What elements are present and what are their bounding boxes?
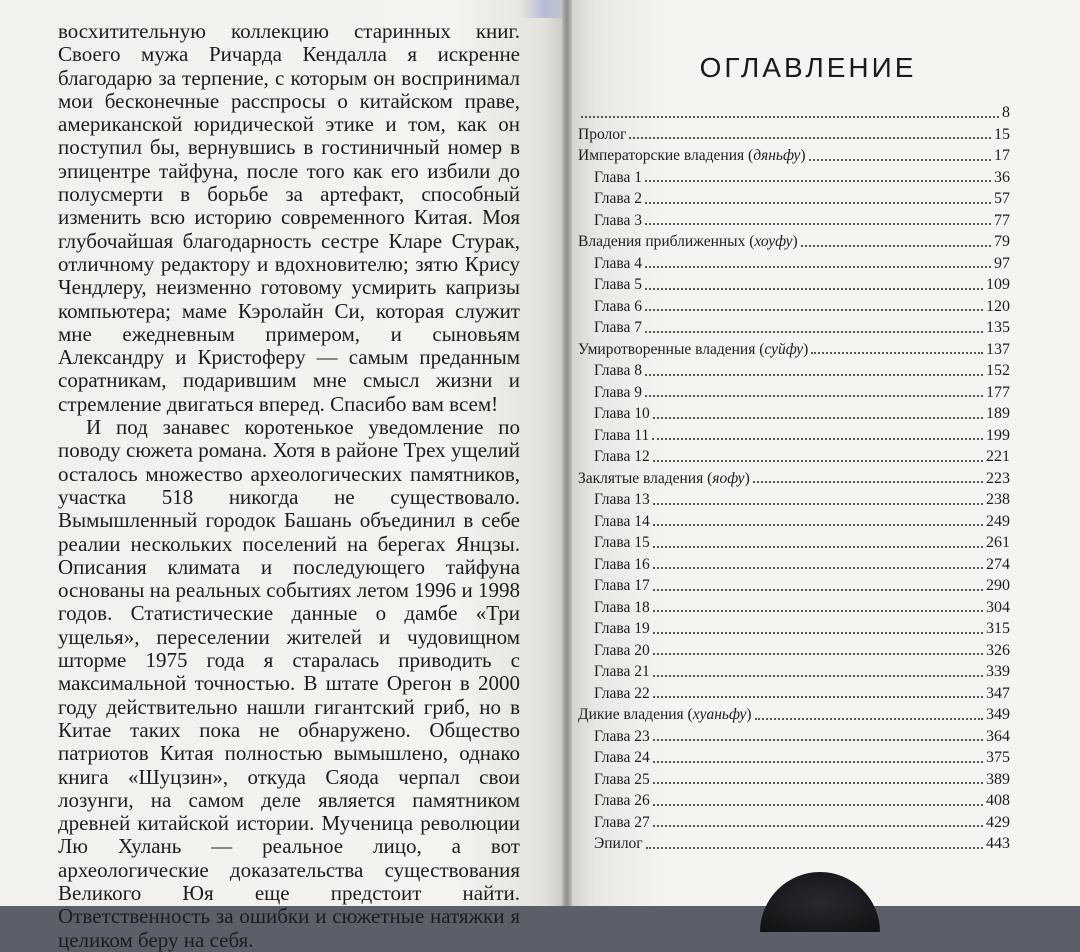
toc-page-number: 375 — [986, 749, 1010, 766]
toc-entry — [578, 296, 1010, 318]
toc-leader-dots — [653, 524, 983, 526]
toc-page-number: 17 — [994, 147, 1010, 164]
toc-entry — [578, 575, 1010, 597]
toc-page-number: 189 — [986, 405, 1010, 422]
toc-page-number: 77 — [994, 211, 1010, 229]
toc-entry-label: Глава 5 — [594, 276, 643, 293]
toc-leader-dots — [645, 223, 991, 225]
toc-entry-label: Глава 3 — [594, 211, 643, 229]
toc-entry — [578, 425, 1010, 447]
toc-leader-dots — [652, 438, 983, 440]
toc-leader-dots — [645, 374, 983, 376]
toc-entry — [578, 231, 1010, 253]
toc-leader-dots — [653, 567, 983, 569]
toc-entry — [578, 339, 1010, 361]
toc-page-number: 152 — [986, 362, 1010, 379]
toc-entry — [578, 274, 1010, 296]
light-glare — [520, 0, 570, 18]
toc-leader-dots — [645, 309, 983, 311]
toc-page-number: 223 — [986, 469, 1010, 487]
toc-entry-label: Глава 2 — [594, 190, 643, 207]
toc-entry — [578, 468, 1010, 490]
toc-entry — [578, 511, 1010, 533]
toc-entry — [578, 683, 1010, 705]
toc-leader-dots — [653, 825, 983, 827]
toc-entry — [578, 812, 1010, 834]
toc-entry — [578, 554, 1010, 576]
toc-entry — [578, 403, 1010, 425]
toc-entry-label: Глава 25 — [594, 770, 650, 788]
toc-leader-dots — [645, 288, 983, 290]
toc-entry-label: Глава 6 — [594, 297, 643, 315]
toc-page-number: 290 — [986, 577, 1010, 594]
toc-entry-label: Глава 15 — [594, 534, 650, 551]
toc-page-number: 221 — [986, 448, 1010, 465]
toc-entry — [578, 640, 1010, 662]
toc-entry-label: Умиротворенные владения (суйфу) — [578, 340, 809, 358]
toc-page-number: 347 — [986, 684, 1010, 702]
toc-entry-label: Глава 16 — [594, 555, 650, 573]
toc-page-number: 79 — [994, 233, 1010, 250]
toc-page-number: 304 — [986, 598, 1010, 616]
toc-entry-label: Глава 20 — [594, 641, 650, 659]
toc-page-number: 120 — [986, 297, 1010, 315]
toc-entry — [578, 618, 1010, 640]
toc-leader-dots — [646, 847, 983, 849]
toc-entry — [578, 769, 1010, 791]
toc-page-number: 238 — [986, 491, 1010, 508]
toc-page-number: 137 — [986, 340, 1010, 358]
toc-entry — [578, 489, 1010, 511]
toc-page-number: 249 — [986, 512, 1010, 530]
paragraph-1: восхитительную коллекцию старинных книг. Своего мужа Ричарда Кендалла я искренне благодарю за терпение, с которым он воспринимал мои бесконечные расспросы о китайском праве, американской юридической этике и том, как он поступил бы, вернувшись в гостиничный номер в эпицентре тайфуна, после того как его избили до полусмерти в борьбе за артефакт, способный изменить всю историю современного Китая. Моя глубочайшая благодарность сестре Кларе Стурак, отличному редактору и вдохновителю; зятю Крису Чендлеру, неизменно готовому усмирить капризы компьютера; маме Кэролайн Си, которая служит мне ежедневным примером, и сыновьям Александру и Кристоферу — самым преданным соратникам, подарившим мне смысл жизни и стремление двигаться вперед. Спасибо вам всем! — [58, 19, 520, 416]
toc-entry-label: Глава 9 — [594, 383, 643, 401]
toc-entry-label: Глава 21 — [594, 663, 650, 680]
toc-entry-label: Глава 24 — [594, 749, 650, 766]
toc-entry — [578, 833, 1010, 855]
toc-entry — [578, 102, 1010, 124]
toc-entry-label: Глава 11 — [594, 426, 650, 444]
toc-entry — [578, 532, 1010, 554]
toc-leader-dots — [653, 696, 983, 698]
toc-entry-label: Глава 7 — [594, 319, 643, 336]
toc-leader-dots — [653, 632, 983, 634]
toc-entry — [578, 446, 1010, 468]
toc-entry-label: Глава 13 — [594, 491, 650, 508]
toc-leader-dots — [653, 460, 983, 462]
toc-leader-dots — [653, 503, 983, 505]
toc-page-number: 15 — [994, 125, 1010, 143]
toc-entry — [578, 317, 1010, 339]
toc-page-number: 274 — [986, 555, 1010, 573]
toc-entry-label: Владения приближенных (хоуфу) — [578, 233, 798, 250]
toc-title: ОГЛАВЛЕНИЕ — [699, 52, 917, 83]
toc-leader-dots — [629, 137, 991, 139]
toc-entry-label: Глава 27 — [594, 813, 650, 831]
book-spine — [562, 0, 572, 906]
toc-entry-label: Глава 10 — [594, 405, 650, 422]
toc-entry — [578, 704, 1010, 726]
toc-entry-label: Глава 22 — [594, 684, 650, 702]
toc-entry — [578, 597, 1010, 619]
toc-entry-label: Глава 8 — [594, 362, 643, 379]
toc-entry — [578, 188, 1010, 210]
toc-page-number: 135 — [986, 319, 1010, 336]
toc-entry — [578, 790, 1010, 812]
toc-page-number: 97 — [994, 254, 1010, 272]
toc-leader-dots — [581, 116, 999, 118]
toc-page-number: 408 — [986, 792, 1010, 809]
toc-page-number: 177 — [986, 383, 1010, 401]
toc-leader-dots — [809, 159, 991, 161]
toc-leader-dots — [653, 610, 983, 612]
toc-entry-label: Глава 1 — [594, 168, 643, 186]
toc-leader-dots — [645, 202, 991, 204]
toc-page-number: 364 — [986, 727, 1010, 745]
toc-entry-label: Дикие владения (хуаньфу) — [578, 706, 752, 723]
toc-leader-dots — [801, 245, 991, 247]
toc-entry-label: Заклятые владения (яофу) — [578, 469, 750, 487]
toc-page-number: 199 — [986, 426, 1010, 444]
toc-page-number: 36 — [994, 168, 1010, 186]
toc-entry — [578, 747, 1010, 769]
toc-leader-dots — [653, 589, 983, 591]
toc-page-number: 109 — [986, 276, 1010, 293]
toc-entry-label: Пролог — [578, 125, 627, 143]
toc-leader-dots — [811, 352, 983, 354]
toc-entry-label: Эпилог — [594, 835, 643, 852]
toc-entry — [578, 167, 1010, 189]
toc-entry-label: Глава 26 — [594, 792, 650, 809]
paragraph-2: И под занавес коротенькое уведомление по поводу сюжета романа. Хотя в районе Трех ущелий осталось множество археологических памятников, участка 518 никогда не существовало. Вымышленный городок Башань объединил в себе реалии нескольких поселений на берегах Янцзы. Описания климата и последующего тайфуна основаны на реальных событиях летом 1996 и 1998 годов. Статистические данные о дамбе «Три ущелья», переселении жителей и чудовищном шторме 1975 года я старалась приводить с максимальной точностью. В штате Орегон в 2000 году действительно нашли гигантский гриб, но в Китае таких пока не обнаружено. Общество патриотов Китая полностью вымышлено, однако книга «Шуцзин», откуда Сяода черпал свои лозунги, на самом деле является памятником древней китайской истории. Мученица революции Лю Хулань — реальное лицо, а вот археологические доказательства существования Великого Юя еще предстоит найти. Ответственность за ошибки и сюжетные натяжки я целиком беру на себя. — [58, 415, 520, 952]
prose-block — [58, 20, 520, 952]
toc-leader-dots — [653, 761, 983, 763]
toc-entry — [578, 145, 1010, 167]
toc-page-number: 326 — [986, 641, 1010, 659]
toc-entry — [578, 360, 1010, 382]
toc-leader-dots — [653, 804, 983, 806]
toc-leader-dots — [645, 331, 983, 333]
toc-entry — [578, 210, 1010, 232]
toc-entry-label: Императорские владения (дяньфу) — [578, 147, 806, 164]
toc-entry-label: Глава 17 — [594, 577, 650, 594]
toc-entry-label: Глава 14 — [594, 512, 650, 530]
table-of-contents — [578, 102, 1010, 855]
toc-leader-dots — [645, 395, 983, 397]
toc-page-number: 349 — [986, 706, 1010, 723]
toc-leader-dots — [753, 481, 983, 483]
toc-page-number: 315 — [986, 620, 1010, 637]
toc-leader-dots — [645, 266, 991, 268]
toc-entry-label: Глава 23 — [594, 727, 650, 745]
toc-leader-dots — [653, 739, 983, 741]
toc-page-number: 339 — [986, 663, 1010, 680]
toc-leader-dots — [653, 546, 983, 548]
toc-leader-dots — [653, 675, 983, 677]
toc-entry — [578, 253, 1010, 275]
toc-entry-label: Глава 19 — [594, 620, 650, 637]
toc-leader-dots — [653, 417, 983, 419]
toc-leader-dots — [653, 782, 983, 784]
toc-entry-label: Глава 12 — [594, 448, 650, 465]
toc-entry — [578, 124, 1010, 146]
toc-entry — [578, 382, 1010, 404]
toc-entry-label: Глава 4 — [594, 254, 643, 272]
toc-page-number: 429 — [986, 813, 1010, 831]
toc-leader-dots — [755, 718, 984, 720]
toc-page-number: 57 — [994, 190, 1010, 207]
toc-entry-label: Глава 18 — [594, 598, 650, 616]
toc-entry — [578, 726, 1010, 748]
toc-leader-dots — [645, 180, 991, 182]
toc-entry — [578, 661, 1010, 683]
toc-leader-dots — [653, 653, 983, 655]
toc-page-number: 8 — [1002, 104, 1010, 121]
toc-page-number: 389 — [986, 770, 1010, 788]
toc-page-number: 443 — [986, 835, 1010, 852]
toc-page-number: 261 — [986, 534, 1010, 551]
